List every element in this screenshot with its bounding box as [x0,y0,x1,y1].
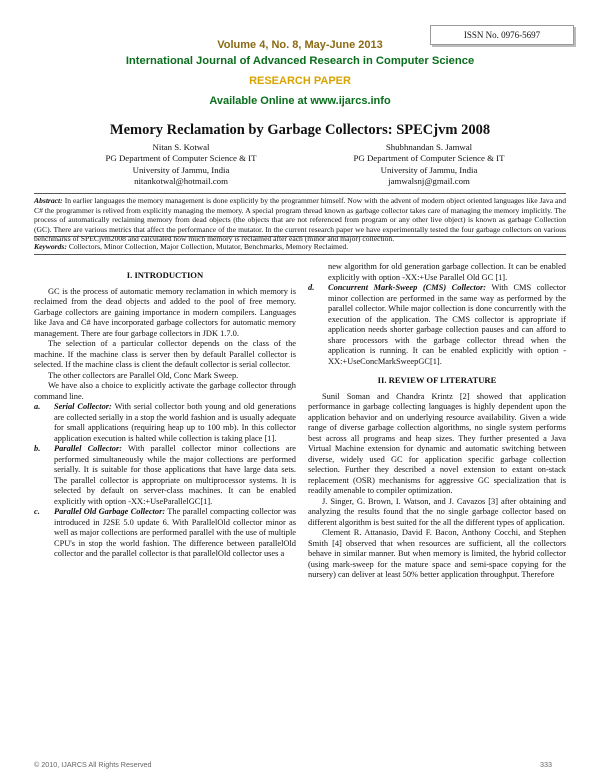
list-item-text: The parallel compacting collector was introduced in J2SE 5.0 update 6. With ParallelOld collector minor as well as major collections are performed parallel with the use of multiple CPU's in stop the world fashion. The difference between parallelOld collector and the parallel collector is that parallelOld collector uses a [54,507,296,558]
available-online: Available Online at www.ijarcs.info [209,95,391,107]
list-item [34,444,296,507]
list-item-label: b. [34,444,41,453]
rule-bottom [34,254,566,255]
issn-box: ISSN No. 0976-5697 [430,25,574,45]
rule-middle [34,236,566,237]
journal-title: International Journal of Advanced Research in Computer Science [125,55,475,67]
list-item-body [54,507,296,560]
list-item-head: Serial Collector: [54,402,112,411]
author-block-2 [314,142,544,188]
section-heading-review: II. REVIEW OF LITERATURE [377,375,497,385]
keywords [34,242,566,252]
intro-paragraph: GC is the process of automatic memory reclamation in which memory is reclaimed from the dead objects and added to the pool of free memory. Garbage collectors are gaining importance in modern compilers. Languages like Java and C# have incorporated garbage collectors for automatic memory management. There are four garbage collectors in JDK 1.7.0. [34,286,296,338]
author-name: Shubhnandan S. Jamwal [385,142,473,152]
volume-line: Volume 4, No. 8, May-June 2013 [217,39,383,51]
review-paragraph: Clement R. Attanasio, David F. Bacon, Anthony Cocchi, and Stephen Smith [4] observed that when resources are sufficient, all the collectors behave in similar manner. But when memory is limited, the hybrid collector (using mark-sweep for the mature space and semi-space copying for the nursery) can deliver at least 50% better application throughput. Therefore [308,528,566,579]
list-item-text: With CMS collector minor collection are performed in the same way as performed by the parallel collector. While major collection is done concurrently with the execution of the application. The CMS collector is appropriate if application needs shorter garbage collection pauses and can afford to share processors with the garbage collector thread when the application is running. It can be enabled explicitly with option -XX:+UseConcMarkSweepGC[1]. [328,283,566,366]
list-item-head: Concurrent Mark-Sweep (CMS) Collector: [328,283,487,292]
author-univ: University of Jammu, India [132,164,230,175]
rule-top [34,193,566,194]
section-heading-introduction: I. INTRODUCTION [126,270,204,280]
right-column [308,262,566,581]
paper-title: Memory Reclamation by Garbage Collectors: SPECjvm 2008 [109,122,491,138]
continued-paragraph: new algorithm for old generation garbage collection. It can be enabled explicitly with option -XX:+Use Parallel Old GC [1]. [328,262,566,282]
author-dept: PG Department of Computer Science & IT [105,153,257,164]
list-item-label: d. [308,283,315,292]
keywords-text: Collectors, Minor Collection, Major Collection, Mutator, Benchmarks, Memory Reclaimed. [68,242,349,251]
intro-paragraph: The selection of a particular collector depends on the class of the machine. If the machine class is server then by default Parallel collector is selected. If the machine class is client the default collector is serial collector. [34,339,296,369]
page-number: 333 [540,760,552,769]
paper-type: RESEARCH PAPER [249,75,351,87]
list-item-head: Parallel Collector: [54,444,123,453]
list-item-text: With parallel collector minor collections are performed simultaneously while the major collections are performed serially. It is suitable for those applications that have large data sets. The parallel collector is appropriate on multiprocessor systems. It is selected by default on server-class machines. It can be enabled explicitly with option -XX:+UseParallelGC[1]. [54,444,296,506]
keywords-label: Keywords: [34,242,67,251]
list-item-body [54,402,296,444]
abstract-text: In earlier languages the memory management is done explicitly by the programmer himself. Now with the advent of modern object oriented languages like Java and C# the programmer is relived from explicitly managing the memory. A special program thread known as garbage collector takes care of managing the memory implicitly. The process of automatically reclaiming memory from dead objects (the objects that are not referenced from program or any other live object) is known as garbage Collection (GC). There are various metrics that affect the performance of the mutator. In the current research paper we have experimentally tested the four garbage collectors on various benchmarks of SPECjvm2008 and calculated how much memory is reclaimed after each (minor and major) collection. [34,196,566,244]
author-name: Nitan S. Kotwal [152,142,210,152]
intro-paragraph: We have also a choice to explicitly activate the garbage collector through command line. [34,381,296,401]
footer-copyright: © 2010, IJARCS All Rights Reserved [34,760,152,769]
list-item-text: With serial collector both young and old generations are collected serially in a stop the world fashion and is usually adequate for small applications (requiring heap up to 100 mb). In this collector application execution is halted while collection is taking place [1]. [54,402,296,443]
review-paragraph: J. Singer, G. Brown, I. Watson, and J. Cavazos [3] after obtaining and analyzing the results found that the no single garbage collector based on different algorithm is best suited for the all the different types of application. [308,496,566,527]
list-item-label: a. [34,402,41,411]
review-paragraph: Sunil Soman and Chandra Krintz [2] showed that application performance in garbage collecting languages is highly dependent upon the application behavior and on underlying resource availability. Given a wide range of diverse garbage collection algorithms, no single system performs best across all programs and heap sizes. They further presented a Java Virtual Machine extension for dynamic and automatic switching between diverse, widely used GC for application specific garbage collection selection. Further they described a novel extension to extant on-stack replacement (OSR) mechanisms for aggressive GC specialization that is readily amenable to compiler optimization. [308,391,566,495]
intro-paragraph: The other collectors are Parallel Old, Conc Mark Sweep. [48,370,239,380]
list-item-head: Parallel Old Garbage Collector: [54,507,166,516]
left-column [34,262,296,560]
list-item-body [54,444,296,507]
abstract-label: Abstract: [34,196,63,205]
list-item [34,402,296,444]
list-item [34,507,296,560]
author-univ: University of Jammu, India [380,164,478,175]
list-item [308,283,566,367]
list-item-body [328,283,566,367]
author-block-1 [66,142,296,188]
author-email: nitankotwal@hotmail.com [134,176,228,187]
list-item-label: c. [34,507,40,516]
author-email: jamwalsnj@gmail.com [388,176,470,187]
author-dept: PG Department of Computer Science & IT [353,153,505,164]
